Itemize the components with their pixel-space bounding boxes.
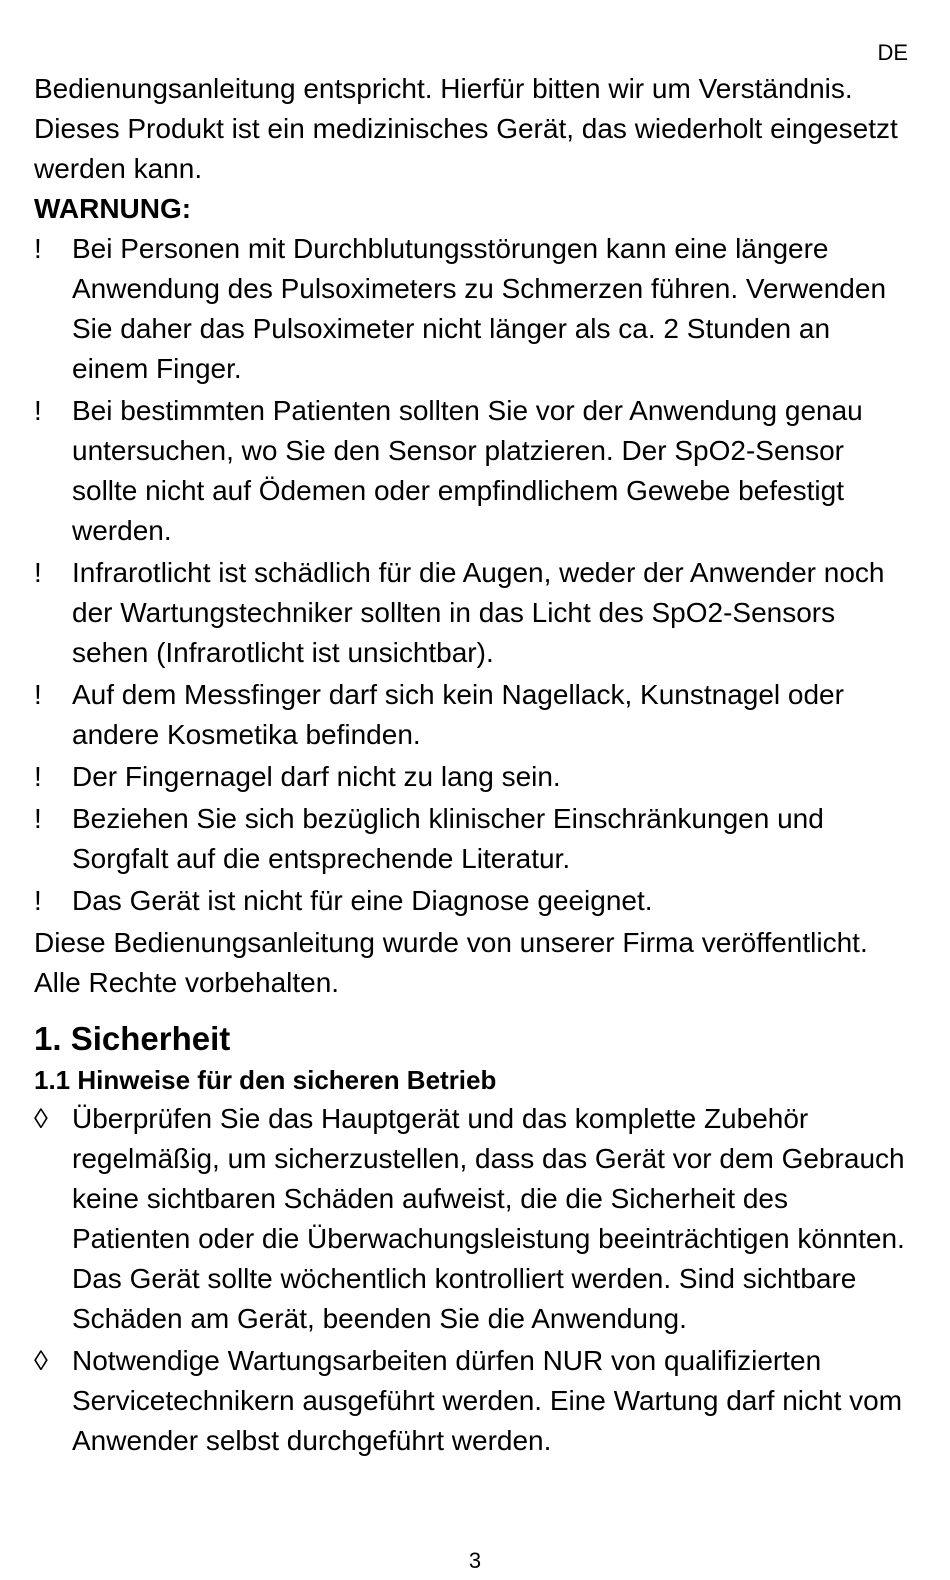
list-item-text: Auf dem Messfinger darf sich kein Nagellack, Kunstnagel oder andere Kosmetika befinden.: [72, 679, 844, 750]
list-item: [34, 1341, 914, 1461]
exclamation-icon: !: [34, 803, 42, 834]
list-item: [34, 391, 914, 551]
list-item-text: Das Gerät ist nicht für eine Diagnose geeignet.: [72, 885, 653, 916]
list-item-text: Notwendige Wartungsarbeiten dürfen NUR von qualifizierten Servicetechnikern ausgeführt werden. Eine Wartung darf nicht vom Anwender selbst durchgeführt werden.: [72, 1345, 903, 1456]
diamond-icon: ◊: [34, 1345, 48, 1376]
exclamation-icon: !: [34, 395, 42, 426]
list-item: [34, 799, 914, 879]
page-number: 3: [468, 1548, 482, 1573]
exclamation-icon: !: [34, 885, 42, 916]
list-item-text: Bei Personen mit Durchblutungsstörungen kann eine längere Anwendung des Pulsoximeters zu Schmerzen führen. Verwenden Sie daher das Pulsoximeter nicht länger als ca. 2 Stunden an einem Finger.: [72, 233, 887, 384]
list-item: [34, 757, 914, 797]
list-item-text: Bei bestimmten Patienten sollten Sie vor der Anwendung genau untersuchen, wo Sie den Sensor platzieren. Der SpO2-Sensor sollte nicht auf Ödemen oder empfindlichem Gewebe befestigt werden.: [72, 395, 863, 546]
page-content: [34, 69, 914, 1463]
warning-label: WARNUNG:: [34, 193, 192, 224]
exclamation-icon: !: [34, 233, 42, 264]
list-item: [34, 1099, 914, 1339]
section-title: 1. Sicherheit: [34, 1020, 231, 1057]
diamond-icon: ◊: [34, 1103, 48, 1134]
intro-paragraph: Bedienungsanleitung entspricht. Hierfür bitten wir um Verständnis.: [34, 73, 853, 104]
safety-list: [34, 1099, 914, 1461]
exclamation-icon: !: [34, 679, 42, 710]
language-code: DE: [877, 40, 908, 65]
list-item-text: Der Fingernagel darf nicht zu lang sein.: [72, 761, 561, 792]
list-item: [34, 229, 914, 389]
exclamation-icon: !: [34, 557, 42, 588]
subsection-title: 1.1 Hinweise für den sicheren Betrieb: [34, 1065, 497, 1095]
copyright-notice: Diese Bedienungsanleitung wurde von unserer Firma veröffentlicht. Alle Rechte vorbehalten.: [34, 927, 868, 998]
warning-list: [34, 229, 914, 921]
list-item-text: Überprüfen Sie das Hauptgerät und das komplette Zubehör regelmäßig, um sicherzustellen, dass das Gerät vor dem Gebrauch keine sichtbaren Schäden aufweist, die die Sicherheit des Patienten oder die Überwachungsleistung beeinträchtigen könnten. Das Gerät sollte wöchentlich kontrolliert werden. Sind sichtbare Schäden am Gerät, beenden Sie die Anwendung.: [72, 1103, 905, 1334]
list-item: [34, 881, 914, 921]
list-item: [34, 553, 914, 673]
list-item-text: Infrarotlicht ist schädlich für die Augen, weder der Anwender noch der Wartungstechniker sollten in das Licht des SpO2-Sensors sehen (Infrarotlicht ist unsichtbar).: [72, 557, 885, 668]
intro-paragraph: Dieses Produkt ist ein medizinisches Gerät, das wiederholt eingesetzt werden kann.: [34, 113, 898, 184]
exclamation-icon: !: [34, 761, 42, 792]
list-item-text: Beziehen Sie sich bezüglich klinischer Einschränkungen und Sorgfalt auf die entsprechende Literatur.: [72, 803, 824, 874]
list-item: [34, 675, 914, 755]
